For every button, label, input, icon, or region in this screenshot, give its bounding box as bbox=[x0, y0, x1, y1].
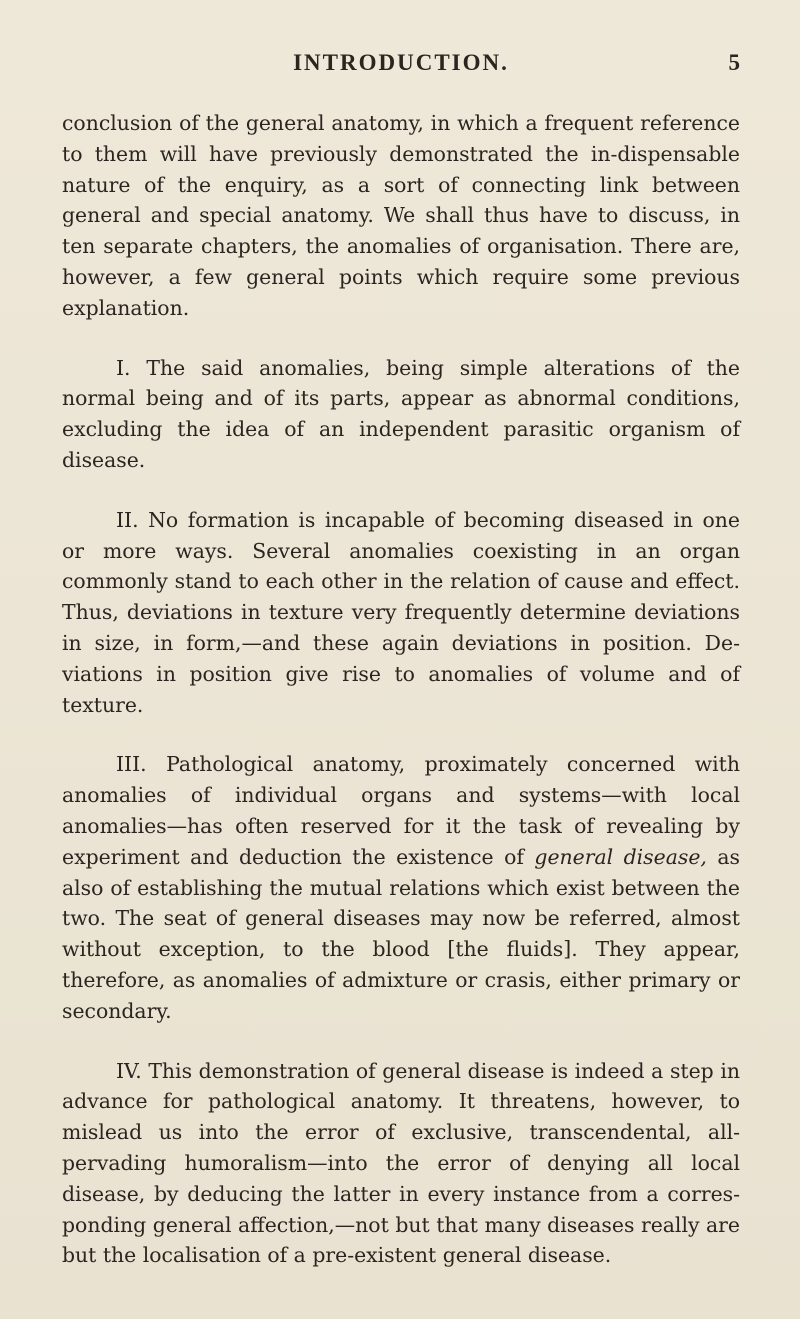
paragraph-number: II. bbox=[116, 507, 139, 532]
paragraph-3 bbox=[62, 749, 740, 1026]
running-title: INTRODUCTION. bbox=[293, 50, 509, 75]
emphasis-general-disease: general disease, bbox=[534, 844, 707, 869]
paragraph-text: This demonstration of general disease is indeed a step in advance for pathological anatomy. It threatens, however, to mislead us into the error of exclusive, transcendental, all-pervading humoralism—into the error of denying all local disease, by deducing the latter in every instance from a corres-ponding general affection,—not but that many diseases really are but the localisation of a pre-existent general disease. bbox=[62, 1058, 740, 1268]
paragraph-number: III. bbox=[116, 752, 147, 777]
paragraph-text: No formation is incapable of becoming diseased in one or more ways. Several anomalies coexisting in an organ commonly stand to each other in the relation of cause and effect. Thus, deviations in texture very frequently determine deviations in size, in form,—and these again deviations in position. De-viations in position give rise to anomalies of volume and of texture. bbox=[62, 507, 741, 717]
page-header bbox=[62, 50, 740, 82]
paragraph-number: IV. bbox=[116, 1058, 142, 1083]
body-text bbox=[62, 108, 740, 1271]
paragraph-text: Pathological anatomy, proximately concerned with anomalies of individual organs and systems—with local anomalies—has often reserved for it the task of revealing by experiment and deduction the existence of bbox=[62, 752, 740, 869]
paragraph-text-continued: as also of establishing the mutual relations which exist between the two. The seat of general diseases may now be referred, almost without exception, to the blood [the fluids]. They appear, therefore, as anomalies of admixture or crasis, either primary or secondary. bbox=[62, 844, 740, 1023]
page-number: 5 bbox=[728, 50, 740, 75]
paragraph-2 bbox=[62, 505, 740, 721]
paragraph-continuation bbox=[62, 108, 740, 324]
paragraph-1 bbox=[62, 353, 740, 476]
paragraph-text: conclusion of the general anatomy, in which a frequent reference to them will have previously demonstrated the in-dispensable nature of the enquiry, as a sort of connecting link between general and special anatomy. We shall thus have to discuss, in ten separate chapters, the anomalies of organisation. There are, however, a few general points which require some previous explanation. bbox=[62, 111, 740, 320]
paragraph-text: The said anomalies, being simple alterations of the normal being and of its parts, appear as abnormal conditions, excluding the idea of an independent parasitic organism of disease. bbox=[62, 355, 741, 472]
paragraph-4 bbox=[62, 1056, 740, 1272]
paragraph-number: I. bbox=[116, 355, 131, 380]
